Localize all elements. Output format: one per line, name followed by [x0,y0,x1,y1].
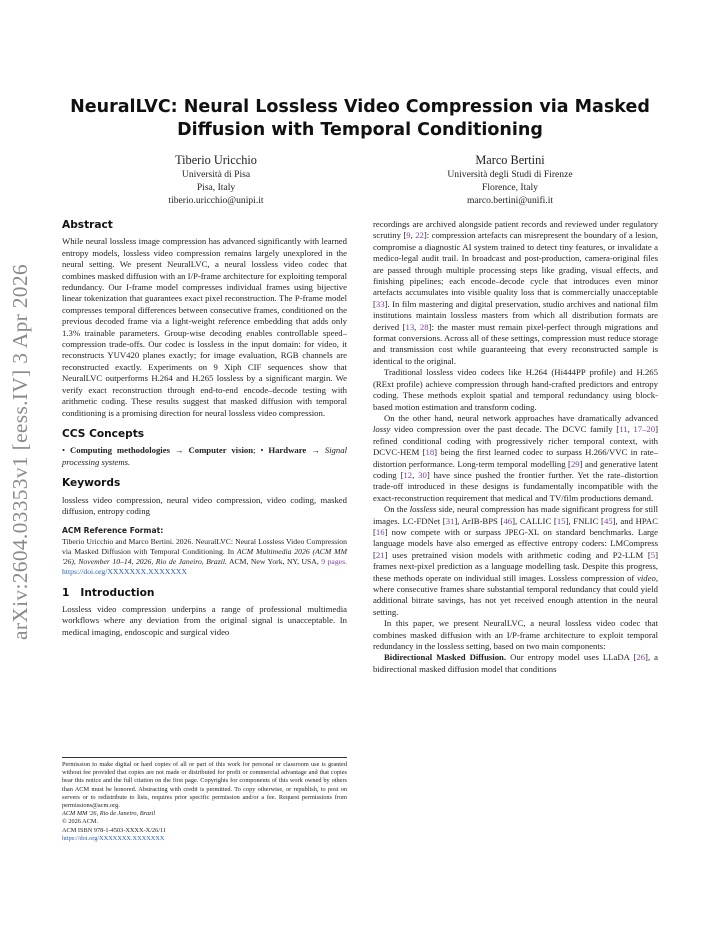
abstract-heading: Abstract [62,219,113,231]
intro-paragraph: Lossless video compression underpins a range of professional multimedia workflows where any deviation from the original signal is unacceptable. In medical imaging, endoscopic and surgical video [62,603,347,637]
paper-title [60,96,660,142]
keywords-text: lossless video compression, neural video compression, video coding, masked diffusion, entropy coding [62,494,347,516]
author-location: Florence, Italy [482,182,538,193]
intro-paragraph-cont: recordings are archived alongside patient records and reviewed under regulatory scrutiny [9, 22]: compression artefacts can misrepresent the boundary of a lesion, compromise a diagnostic AI system trained to detect tiny features, or invalidate a medico-legal audit trail. In broadcast and post-production, camera-original files are passed through multiple processing steps like grading, visual effects, and finishing pipelines; each encode–decode cycle that introduces even minor artefacts accumulates into visible quality loss that is commercially unacceptable [33]. In film mastering and digital preservation, studio archives and national film institutions maintain lossless masters from which all distribution formats are derived [13, 28]: the master must remain pixel-perfect through migrations and format conversions. Across all of these settings, compression must reduce storage and transmission cost while guaranteeing that every reconstructed sample is identical to the original. [373,219,658,366]
keywords-heading: Keywords [62,477,121,490]
author-2 [380,152,640,207]
intro-paragraph-3: On the other hand, neural network approaches have dramatically advanced lossy video compression over the past decade. The DCVC family [11, 17–20] refined conditional coding with progressively richer temporal context, with DCVC-HEM [18] being the first learned codec to surpass H.266/VVC in rate–distortion performance. Long-term temporal modelling [29] and generative latent coding [12, 30] have since pushed the frontier further. Yet the rate–distortion trade-off introduced in these designs is fundamentally incompatible with the exact-reconstruction requirement that medical and TV/film productions demand. [373,412,659,503]
intro-paragraph-2: Traditional lossless video codecs like H.264 (Hi444PP profile) and H.265 (RExt profile) achieve compression through hand-crafted predictors and entropy coding. These methods exploit spatial and temporal redundancy using block-based motion estimation and transform coding. [373,367,658,412]
author-name: Tiberio Uricchio [175,153,257,167]
ccs-heading: CCS Concepts [62,427,145,440]
doi-link[interactable]: https://doi.org/XXXXXXX.XXXXXXX [62,567,187,577]
intro-paragraph-6: Bidirectional Masked Diffusion. Our entropy model uses LLaDA [26], a bidirectional masked diffusion model that conditions [373,652,658,674]
acm-ref-heading: ACM Reference Format: [62,526,164,536]
intro-heading: 1 Introduction [62,586,155,599]
author-affiliation: Università di Pisa [181,169,251,180]
footnote-doi-link[interactable]: https://doi.org/XXXXXXX.XXXXXXX [62,834,165,842]
author-location: Pisa, Italy [196,182,236,193]
arxiv-stamp: arXiv:2604.03353v1 [eess.IV] 3 Apr 2026 [8,264,32,640]
ccs-concepts: • Computing methodologies → Computer vision; • Hardware → Signal processing systems. [62,445,347,467]
author-1 [86,152,346,207]
acm-ref-text: Tiberio Uricchio and Marco Bertini. 2026. NeuralLVC: Neural Lossless Video Compression via Masked Diffusion with Temporal Conditioning. In ACM Multimedia 2026 (ACM MM '26), November 10–14, 2026, Rio de Janeiro, Brazil. ACM, New York, NY, USA, 9 pages. https://doi.org/XXXXXXX.XXXXXXX [62,536,347,577]
title-line-2: Diffusion with Temporal Conditioning [177,120,543,140]
author-affiliation: Università degli Studi di Firenze [447,169,573,180]
intro-paragraph-4: On the lossless side, neural compression has made significant progress for still images. LC-FDNet [31], ArIB-BPS [46], CALLIC [15], FNLIC [45], and HPAC [16] now compete with or surpass JPEG-XL on standard benchmarks. Large language models have also emerged as effective entropy coders: LMCompress [21] uses pretrained vision models with arithmetic coding and P2-LLM [5] frames next-pixel prediction as a language modelling task. Despite this progress, these methods operate on individual still images. Lossless compression of video, where consecutive frames share substantial temporal redundancy that could yield additional bitrate savings, has not yet received enough attention in the neural setting. [373,504,658,617]
author-name: Marco Bertini [475,153,545,167]
intro-paragraph-5: In this paper, we present NeuralLVC, a neural lossless video codec that combines masked diffusion with an I/P-frame architecture to exploit temporal redundancy in the lossless setting, based on two main components: [373,618,658,652]
copyright-footnote: Permission to make digital or hard copies of all or part of this work for personal or classroom use is granted without fee provided that copies are not made or distributed for profit or commercial advantage and that copies bear this notice and the full citation on the first page. Copyrights for components of this work owned by others than ACM must be honored. Abstracting with credit is permitted. To copy otherwise, or republish, to post on servers or to redistribute to lists, requires prior specific permission and/or a fee. Request permissions from permissions@acm.org. ACM MM '26, Rio de Janeiro, Brazil © 2026 ACM. ACM ISBN 978-1-4503-XXXX-X/26/11 https://doi.org/XXXXXXX.XXXXXXX [62,757,347,843]
title-line-1: NeuralLVC: Neural Lossless Video Compression via Masked [70,97,650,117]
author-email[interactable]: tiberio.uricchio@unipi.it [168,195,264,206]
abstract-text: While neural lossless image compression has advanced significantly with learned entropy models, lossless video compression remains largely unexplored in the neural setting. We present NeuralLVC, a neural lossless video codec that combines masked diffusion with an I/P-frame architecture for exploiting temporal redundancy. Our I-frame model compresses individual frames using bijective linear tokenization that guarantees exact pixel reconstruction. The P-frame model compresses temporal differences between consecutive frames, conditioned on the previous decoded frame via a light-weight reference embedding that adds only 1.3% trainable parameters. Group-wise decoding enables controllable speed–compression trade-offs. Our codec is lossless in the input domain: for video, it reconstructs YUV420 planes exactly; for image evaluation, RGB channels are reconstructed exactly. Experiments on 9 Xiph CIF sequences show that NeuralLVC outperforms H.264 and H.265 lossless by a significant margin. We verify exact reconstruction through end-to-end encode–decode testing with arithmetic coding. These results suggest that masked diffusion with temporal conditioning is a promising direction for neural lossless video compression. [62,236,347,418]
left-column [62,220,347,638]
author-email[interactable]: marco.bertini@unifi.it [466,195,554,206]
right-column [373,219,658,675]
